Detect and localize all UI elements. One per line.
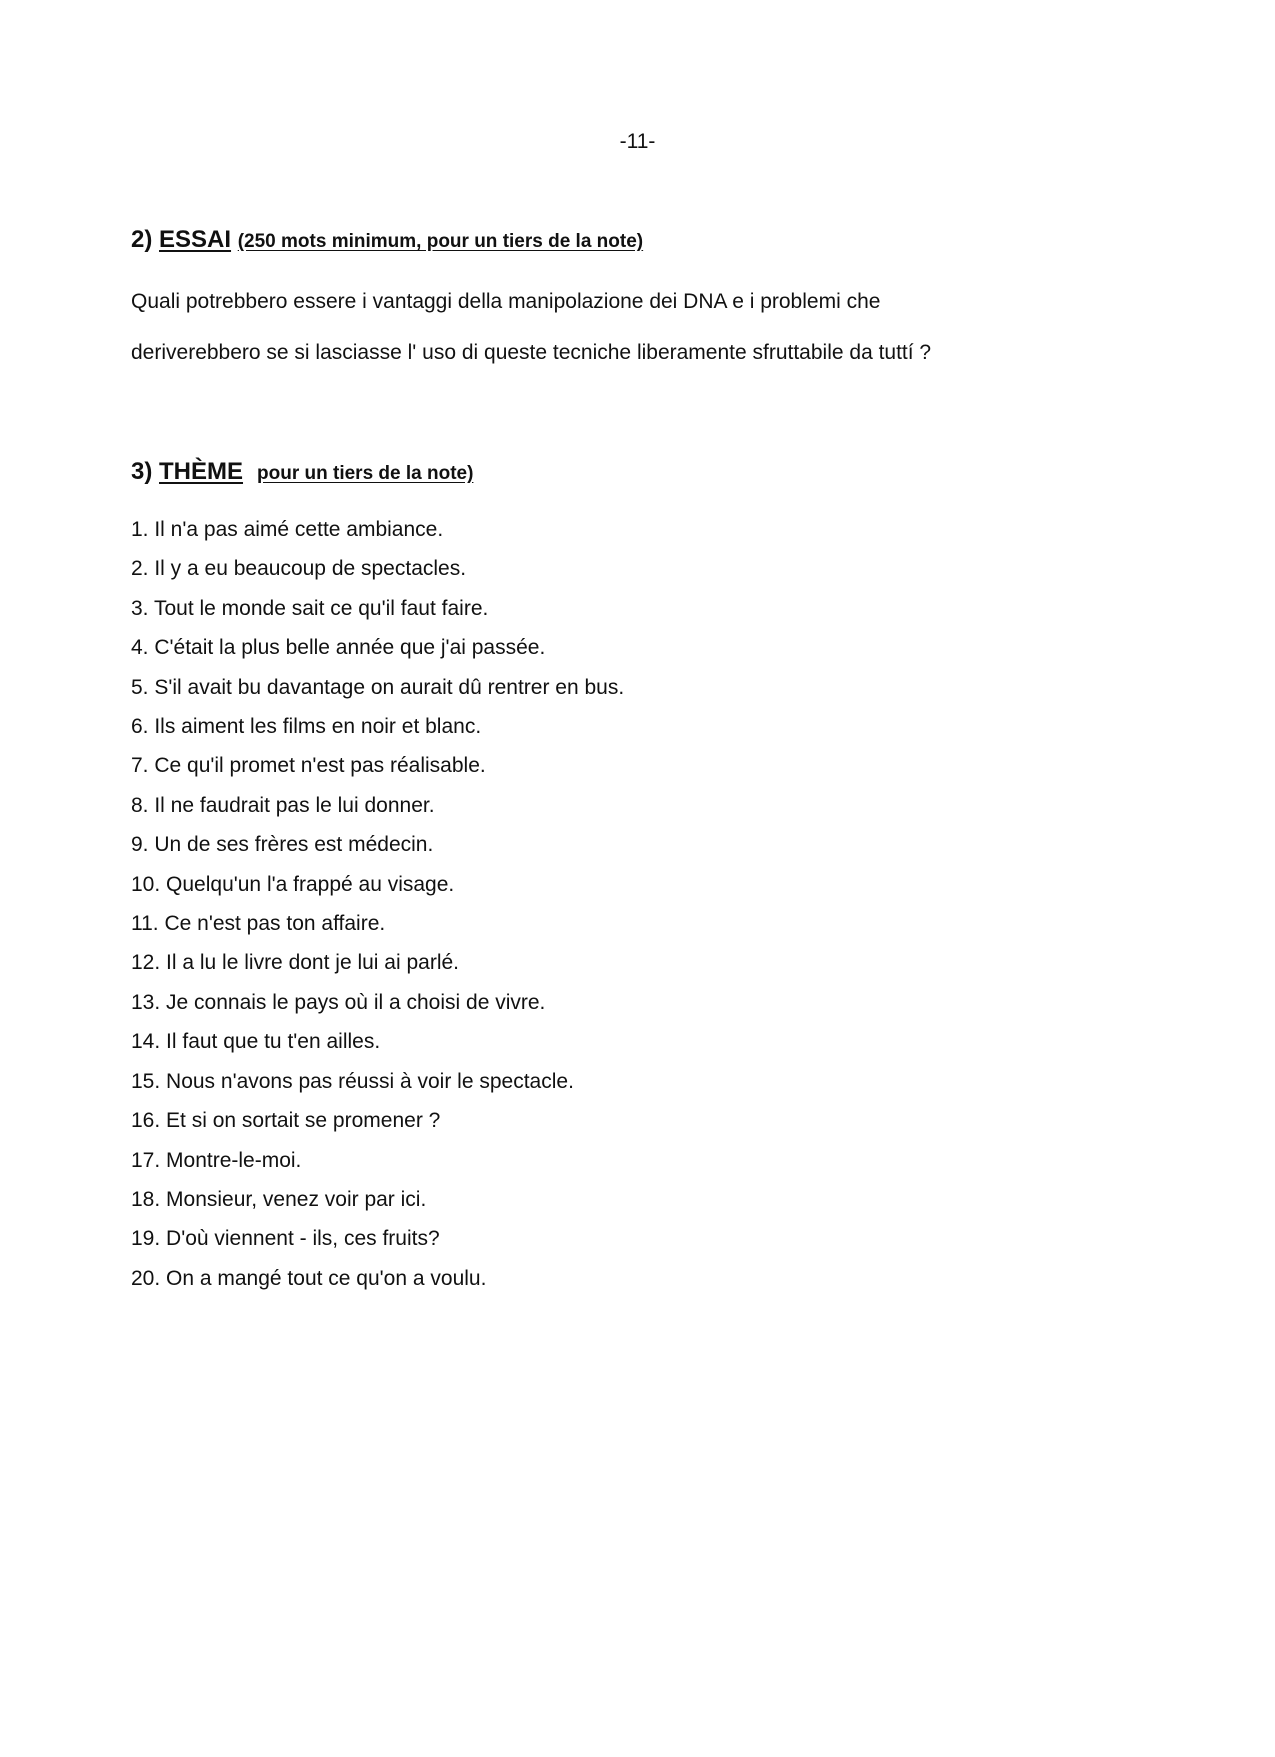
list-item: 17. Montre-le-moi.	[131, 1148, 302, 1172]
list-item: 12. Il a lu le livre dont je lui ai parlé.	[131, 951, 460, 975]
essai-title: ESSAI	[159, 226, 232, 253]
theme-number: 3)	[131, 458, 153, 485]
essai-section	[131, 226, 1171, 378]
list-item: 7. Ce qu'il promet n'est pas réalisable.	[131, 754, 486, 778]
theme-heading	[131, 458, 1171, 488]
list-item: 11. Ce n'est pas ton affaire.	[131, 912, 386, 936]
list-item: 3. Tout le monde sait ce qu'il faut faire.	[131, 596, 489, 620]
list-item: 20. On a mangé tout ce qu'on a voulu.	[131, 1266, 487, 1290]
list-item: 6. Ils aiment les films en noir et blanc.	[131, 715, 482, 739]
list-item: 2. Il y a eu beaucoup de spectacles.	[131, 557, 467, 581]
list-item: 5. S'il avait bu davantage on aurait dû rentrer en bus.	[131, 675, 625, 699]
list-item: 8. Il ne faudrait pas le lui donner.	[131, 793, 435, 817]
essai-subtitle: (250 mots minimum, pour un tiers de la note)	[237, 231, 644, 252]
list-item: 16. Et si on sortait se promener ?	[131, 1109, 441, 1133]
list-item: 14. Il faut que tu t'en ailles.	[131, 1030, 381, 1054]
list-item: 19. D'où viennent - ils, ces fruits?	[131, 1227, 440, 1251]
essai-prompt-line: deriverebbero se si lasciasse l' uso di queste tecniche liberamente sfruttabile da tuttí ?	[131, 341, 932, 364]
essai-heading	[131, 226, 1171, 256]
essai-number: 2)	[131, 226, 153, 253]
list-item: 4. C'était la plus belle année que j'ai passée.	[131, 636, 546, 660]
list-item: 15. Nous n'avons pas réussi à voir le spectacle.	[131, 1069, 574, 1093]
theme-title: THÈME	[159, 458, 244, 485]
list-item: 1. Il n'a pas aimé cette ambiance.	[131, 518, 444, 541]
theme-subtitle: pour un tiers de la note)	[257, 463, 474, 484]
page-number: -11-	[619, 130, 656, 153]
sentence-list	[131, 510, 1171, 1298]
list-item: 10. Quelqu'un l'a frappé au visage.	[131, 872, 455, 896]
list-item: 13. Je connais le pays où il a choisi de vivre.	[131, 990, 546, 1014]
theme-section	[131, 458, 1171, 1298]
list-item: 18. Monsieur, venez voir par ici.	[131, 1187, 427, 1211]
essai-prompt	[131, 276, 1171, 378]
essai-prompt-line: Quali potrebbero essere i vantaggi della manipolazione dei DNA e i problemi che	[131, 290, 881, 313]
list-item: 9. Un de ses frères est médecin.	[131, 833, 434, 857]
